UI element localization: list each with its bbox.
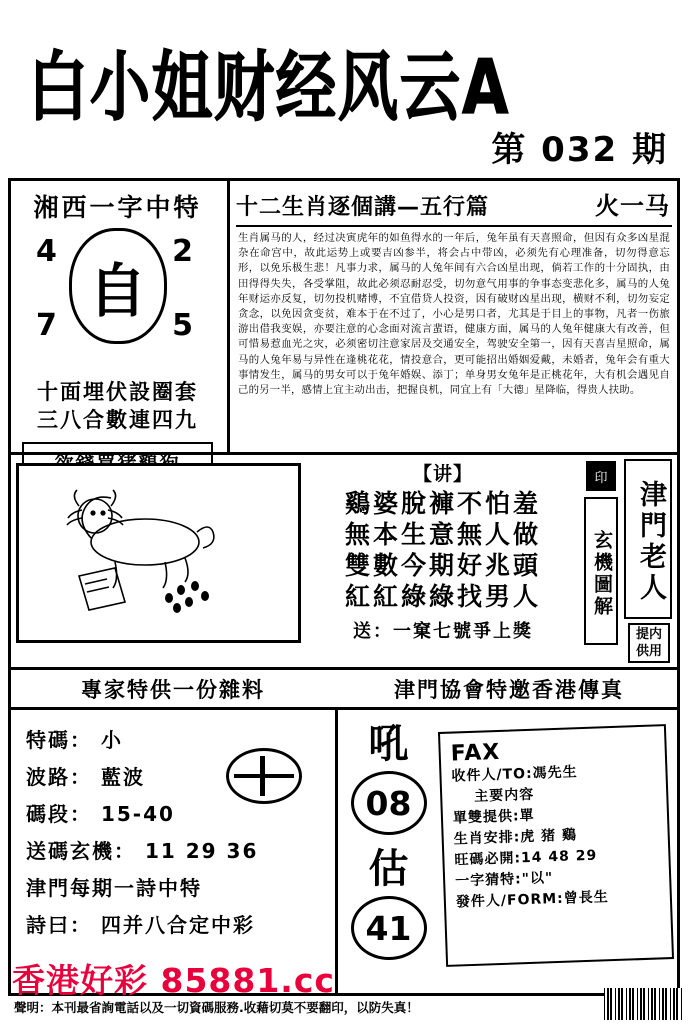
publication-title: 白小姐财经风云A (28, 44, 511, 132)
tip-label: 送碼玄機： (26, 839, 136, 863)
tip-row (26, 833, 335, 870)
barcode (604, 988, 682, 1020)
highlight-number-2: 41 (351, 896, 427, 960)
lucky-number-bottom-left: 7 (36, 308, 57, 343)
bottom-row (8, 710, 680, 996)
fax-sender: 發件人/FORM:曾長生 (455, 889, 610, 911)
highlight-word-2: 估 (368, 846, 409, 892)
watermark: 香港好彩 85881.cc (12, 961, 335, 1000)
zodiac-article-header (230, 178, 680, 225)
tip-label: 波路： (26, 765, 92, 789)
fax-recipient: 收件人/TO:馮先生 (451, 764, 578, 785)
tip-label: 特碼： (26, 728, 92, 752)
lucky-verse-line-2: 三八合數連四九 (37, 408, 198, 432)
tip-value: 11 29 36 (144, 839, 259, 863)
verse-footer: 送：一窠七號爭上獎 (353, 621, 533, 642)
highlight-number-1: 08 (351, 771, 427, 835)
highlight-word-1: 吼 (368, 721, 409, 767)
highlight-panel (341, 710, 436, 996)
tip-value: 小 (100, 728, 123, 752)
zodiac-article-subject: 火一马 (595, 192, 670, 220)
verse-line: 無本生意無人做 (344, 520, 541, 549)
lucky-char-panel (8, 178, 230, 455)
fax-scroll (438, 724, 674, 967)
lucky-number-top-right: 2 (172, 234, 193, 269)
fax-subject: 主要内容 (473, 786, 535, 805)
tip-value: 15-40 (100, 802, 175, 826)
zodiac-article (230, 178, 680, 455)
lucky-character: 自 (69, 228, 167, 344)
section-banner (8, 670, 680, 710)
stamp-icon: 印 (586, 461, 616, 491)
tip-value: 藍波 (100, 765, 145, 789)
banner-left-text: 專家特供一份雜料 (81, 677, 265, 702)
fax-panel (436, 710, 680, 996)
fax-zodiac: 生肖安排:虎 猪 鷄 (453, 827, 578, 848)
lucky-number-top-left: 4 (36, 234, 57, 269)
tip-label: 碼段： (26, 802, 92, 826)
fax-title: FAX (450, 739, 501, 767)
lucky-number-grid (8, 228, 227, 378)
divider (236, 225, 672, 227)
zodiac-article-body: 生肖属马的人，经过决寅虎年的如鱼得水的一年后，兔年虽有天喜照命，但因有众多凶星混杂在命宫中，故此运势上或要吉凶参半，将会占中带凶，必须先有心理准备，切勿得意忘形，以免乐极生悲！凡事力求，属马的人兔年间有六合凶星出现，倘若工作的十分固执，由田得得失失，各受掌阻，故此必须忍耐忍受，切勿意气用事的争事态变悲化多，属马的人兔年财运亦反复，切勿投机赌博，不宜借贷人投资，因有破财凶星出现，横财不利，切勿妄定贪念，以免因贪变贫，难本于在不过了，小心是男口者，尤其是于目上的事物，凡者一伤旅游出借我变娱，亦要注意的心念面对流言蜚语，健康方面，属马的人兔年健康大有改善，但可惜易惹血光之灾，必须密切注意家居及交通安全，驾驶安全第一，因有天喜吉星照命，属马的人兔年易与异性在逢桃花花，情投意合，更可能招出婚姻爱戴，未婚者，兔年会有重大事情发生，属马的男女可以于兔年婚娱、添丁；单身男女兔年是正桃花年，大有机会遇见自己的另一半，感情上宜主动出击，把握良机，同宜上有「大德」星降临，得贵人扶助。 (238, 232, 670, 397)
laoren-label: 津門老人 (624, 459, 672, 619)
verse-block (308, 459, 578, 643)
illustration-drawing (19, 466, 298, 640)
lucky-number-bottom-right: 5 (172, 308, 193, 343)
zodiac-article-title: 十二生肖逐個講—五行篇 (236, 195, 490, 220)
lucky-verse-line-1: 十面埋伏設圈套 (37, 380, 198, 404)
verse-line: 紅紅綠綠找男人 (344, 582, 541, 611)
issue-number: 第 032 期 (491, 130, 668, 170)
footer-disclaimer: 聲明：本刊最省詢電話以及一切資碼服務.收藉切莫不要翻印，以防失真！ (14, 1000, 419, 1015)
tips-panel (8, 710, 338, 996)
verse-line: 雙數今期好兆頭 (344, 551, 541, 580)
verse-heading: 【讲】 (412, 463, 473, 485)
illustration-panel (16, 463, 301, 643)
lucky-char-title: 湘西一字中特 (33, 193, 202, 222)
xuanji-label: 玄機圖解 (584, 497, 618, 645)
poem-line: 詩曰： 四并八合定中彩 (26, 913, 255, 937)
tigong-label: 提内供用 (628, 623, 670, 663)
masthead (0, 0, 690, 175)
emblem-icon (226, 748, 302, 804)
fax-odd-even: 單雙提供:單 (452, 807, 535, 827)
poem-intro: 津門每期一詩中特 (26, 876, 202, 900)
footer (0, 994, 690, 1024)
verse-line: 鷄婆脫褲不怕羞 (344, 489, 541, 518)
fax-word-guess: 一字猜特:"以" (454, 870, 554, 890)
fax-hot-numbers: 旺碼必開:14 48 29 (454, 847, 598, 869)
banner-right-text: 津門協會特邀香港傳真 (394, 677, 624, 702)
illustration-verse-row (8, 455, 680, 670)
